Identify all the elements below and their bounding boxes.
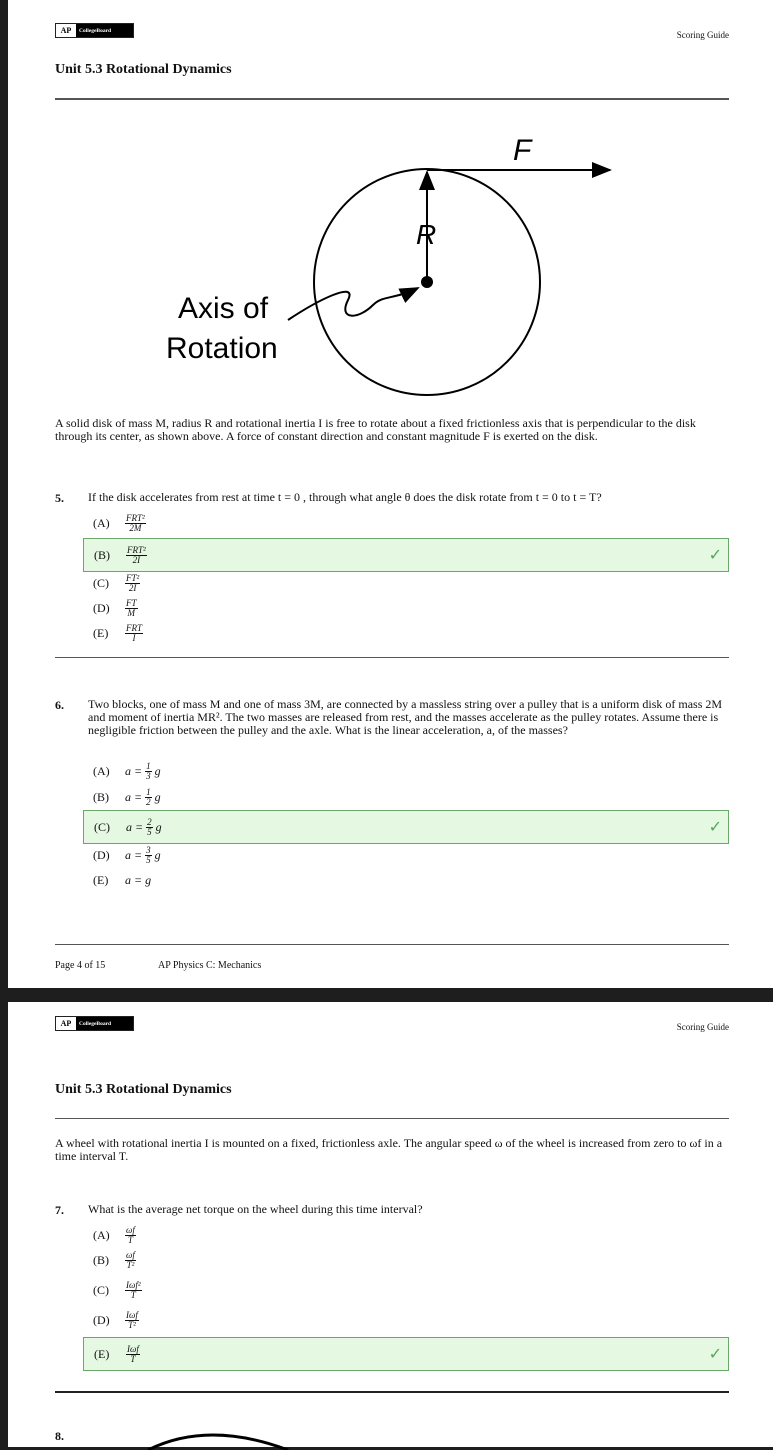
denominator: I bbox=[132, 632, 136, 643]
divider bbox=[55, 1391, 729, 1393]
denominator: T bbox=[130, 1289, 136, 1300]
numerator: 1 bbox=[146, 760, 151, 771]
course-name: AP Physics C: Mechanics bbox=[158, 960, 262, 971]
check-icon: ✓ bbox=[708, 547, 722, 564]
option-suffix: g bbox=[154, 763, 161, 778]
divider bbox=[55, 1118, 729, 1119]
option-fraction bbox=[126, 1345, 140, 1364]
numerator: ωf bbox=[126, 1249, 135, 1260]
q7-number: 7. bbox=[55, 1203, 64, 1217]
divider bbox=[55, 944, 729, 945]
option-label: (E) bbox=[93, 625, 109, 640]
option-prefix: a = g bbox=[125, 872, 152, 887]
option-label: (B) bbox=[93, 789, 109, 804]
axis-label-1: Axis of bbox=[178, 292, 269, 325]
numerator: 1 bbox=[146, 786, 151, 797]
option-fraction bbox=[125, 1251, 136, 1270]
denominator: 2M bbox=[129, 522, 142, 533]
page-number: Page 4 of 15 bbox=[55, 960, 106, 971]
unit-title: Unit 5.3 Rotational Dynamics bbox=[55, 62, 232, 77]
divider bbox=[55, 657, 729, 658]
q7-option-e[interactable] bbox=[83, 1337, 729, 1371]
option-label: (A) bbox=[93, 1227, 110, 1242]
numerator: Iωf² bbox=[126, 1279, 141, 1290]
ap-collegeboard-logo bbox=[55, 23, 134, 38]
option-suffix: g bbox=[154, 789, 161, 804]
option-label: (D) bbox=[93, 1312, 110, 1327]
q6-text: Two blocks, one of mass M and one of mass 3M, are connected by a massless string over a pulley that is a uniform disk of mass 2M and moment of inertia MR². The two masses are released from rest, and the masses accelerate as the pulley rotates. Assume there is negligible friction between the pulley and the axle. What is the linear acceleration, a, of the masses? bbox=[88, 697, 723, 737]
numerator: FT bbox=[126, 597, 137, 608]
rotating-disk-diagram bbox=[8, 120, 773, 410]
page-4 bbox=[8, 0, 773, 988]
numerator: ωf bbox=[126, 1224, 135, 1235]
problem-intro: A solid disk of mass M, radius R and rotational inertia I is free to rotate about a fixed frictionless axis that is perpendicular to the disk through its center, as shown above. A force of constant direction and constant magnitude F is exerted on the disk. bbox=[55, 416, 696, 443]
q7-option-d[interactable] bbox=[83, 1308, 729, 1332]
q7-option-c[interactable] bbox=[83, 1278, 729, 1302]
scoring-guide-label: Scoring Guide bbox=[676, 30, 729, 40]
denominator: T bbox=[130, 1353, 136, 1364]
q7-option-a[interactable] bbox=[83, 1223, 729, 1247]
numerator: Iωf bbox=[127, 1343, 139, 1354]
numerator: FRT² bbox=[126, 512, 145, 523]
denominator: T² bbox=[126, 1259, 135, 1270]
option-fraction bbox=[125, 599, 138, 618]
option-label: (D) bbox=[93, 847, 110, 862]
q8-number: 8. bbox=[55, 1429, 64, 1443]
denominator: T bbox=[127, 1234, 133, 1245]
q5-option-b[interactable] bbox=[83, 538, 729, 572]
option-fraction bbox=[145, 846, 152, 865]
option-label: (E) bbox=[93, 872, 109, 887]
option-suffix: g bbox=[155, 819, 162, 834]
option-label: (E) bbox=[94, 1346, 110, 1361]
q6-option-c[interactable] bbox=[83, 810, 729, 844]
logo-ap: AP bbox=[56, 24, 76, 37]
denominator: 5 bbox=[147, 826, 152, 837]
option-fraction bbox=[145, 788, 152, 807]
check-icon: ✓ bbox=[708, 819, 722, 836]
q5-option-e[interactable] bbox=[83, 621, 729, 645]
option-fraction bbox=[125, 1226, 136, 1245]
q6-option-a[interactable] bbox=[83, 759, 729, 783]
option-fraction bbox=[125, 624, 143, 643]
option-label: (C) bbox=[93, 575, 109, 590]
option-fraction bbox=[145, 762, 152, 781]
option-prefix: a = bbox=[125, 763, 143, 778]
check-icon: ✓ bbox=[708, 1346, 722, 1363]
q7-text: What is the average net torque on the wheel during this time interval? bbox=[88, 1202, 423, 1216]
denominator: 2 bbox=[146, 796, 151, 807]
option-fraction bbox=[125, 1311, 139, 1330]
option-prefix: a = bbox=[126, 819, 144, 834]
option-label: (D) bbox=[93, 600, 110, 615]
q6-option-b[interactable] bbox=[83, 785, 729, 809]
denominator: M bbox=[127, 607, 135, 618]
q6-number: 6. bbox=[55, 698, 64, 712]
option-label: (C) bbox=[93, 1282, 109, 1297]
problem-intro-2: A wheel with rotational inertia I is mounted on a fixed, frictionless axle. The angular speed ω of the wheel is increased from zero to ωf in a time interval T. bbox=[55, 1136, 723, 1163]
option-prefix: a = bbox=[125, 847, 143, 862]
option-fraction bbox=[146, 818, 153, 837]
option-prefix: a = bbox=[125, 789, 143, 804]
q5-number: 5. bbox=[55, 491, 64, 505]
denominator: T² bbox=[128, 1319, 136, 1330]
force-label: F bbox=[513, 134, 532, 167]
denominator: 2I bbox=[132, 554, 141, 565]
q5-option-a[interactable] bbox=[83, 511, 729, 535]
q6-option-d[interactable] bbox=[83, 843, 729, 867]
logo-cb: CollegeBoard bbox=[76, 24, 133, 37]
logo-ap: AP bbox=[56, 1017, 76, 1030]
q5-text: If the disk accelerates from rest at time t = 0 , through what angle θ does the disk rotate from t = 0 to t = T? bbox=[88, 490, 602, 504]
option-fraction bbox=[125, 514, 146, 533]
option-label: (B) bbox=[93, 1252, 109, 1267]
option-fraction bbox=[126, 546, 147, 565]
axis-label-2: Rotation bbox=[166, 332, 278, 365]
option-label: (B) bbox=[94, 547, 110, 562]
unit-title: Unit 5.3 Rotational Dynamics bbox=[55, 1082, 232, 1097]
numerator: FRT bbox=[126, 622, 143, 633]
divider bbox=[55, 98, 729, 100]
option-label: (A) bbox=[93, 515, 110, 530]
q5-option-d[interactable] bbox=[83, 596, 729, 620]
radius-label: R bbox=[416, 219, 437, 250]
q7-option-b[interactable] bbox=[83, 1248, 729, 1272]
denominator: 2I bbox=[128, 582, 137, 593]
option-suffix: g bbox=[154, 847, 161, 862]
page-5 bbox=[8, 1002, 773, 1447]
q6-option-e[interactable] bbox=[83, 868, 729, 892]
numerator: FT² bbox=[126, 572, 140, 583]
option-fraction bbox=[125, 1281, 142, 1300]
denominator: 3 bbox=[146, 770, 151, 781]
option-label: (C) bbox=[94, 819, 110, 834]
numerator: Iωf bbox=[126, 1309, 138, 1320]
ap-collegeboard-logo bbox=[55, 1016, 134, 1031]
logo-cb: CollegeBoard bbox=[76, 1017, 133, 1030]
denominator: 5 bbox=[146, 854, 151, 865]
scoring-guide-label: Scoring Guide bbox=[676, 1022, 729, 1032]
q5-option-c[interactable] bbox=[83, 571, 729, 595]
numerator: FRT² bbox=[127, 544, 146, 555]
option-label: (A) bbox=[93, 763, 110, 778]
numerator: 2 bbox=[147, 816, 152, 827]
option-fraction bbox=[125, 574, 140, 593]
q8-diagram-circle bbox=[138, 1420, 298, 1450]
numerator: 3 bbox=[146, 844, 151, 855]
